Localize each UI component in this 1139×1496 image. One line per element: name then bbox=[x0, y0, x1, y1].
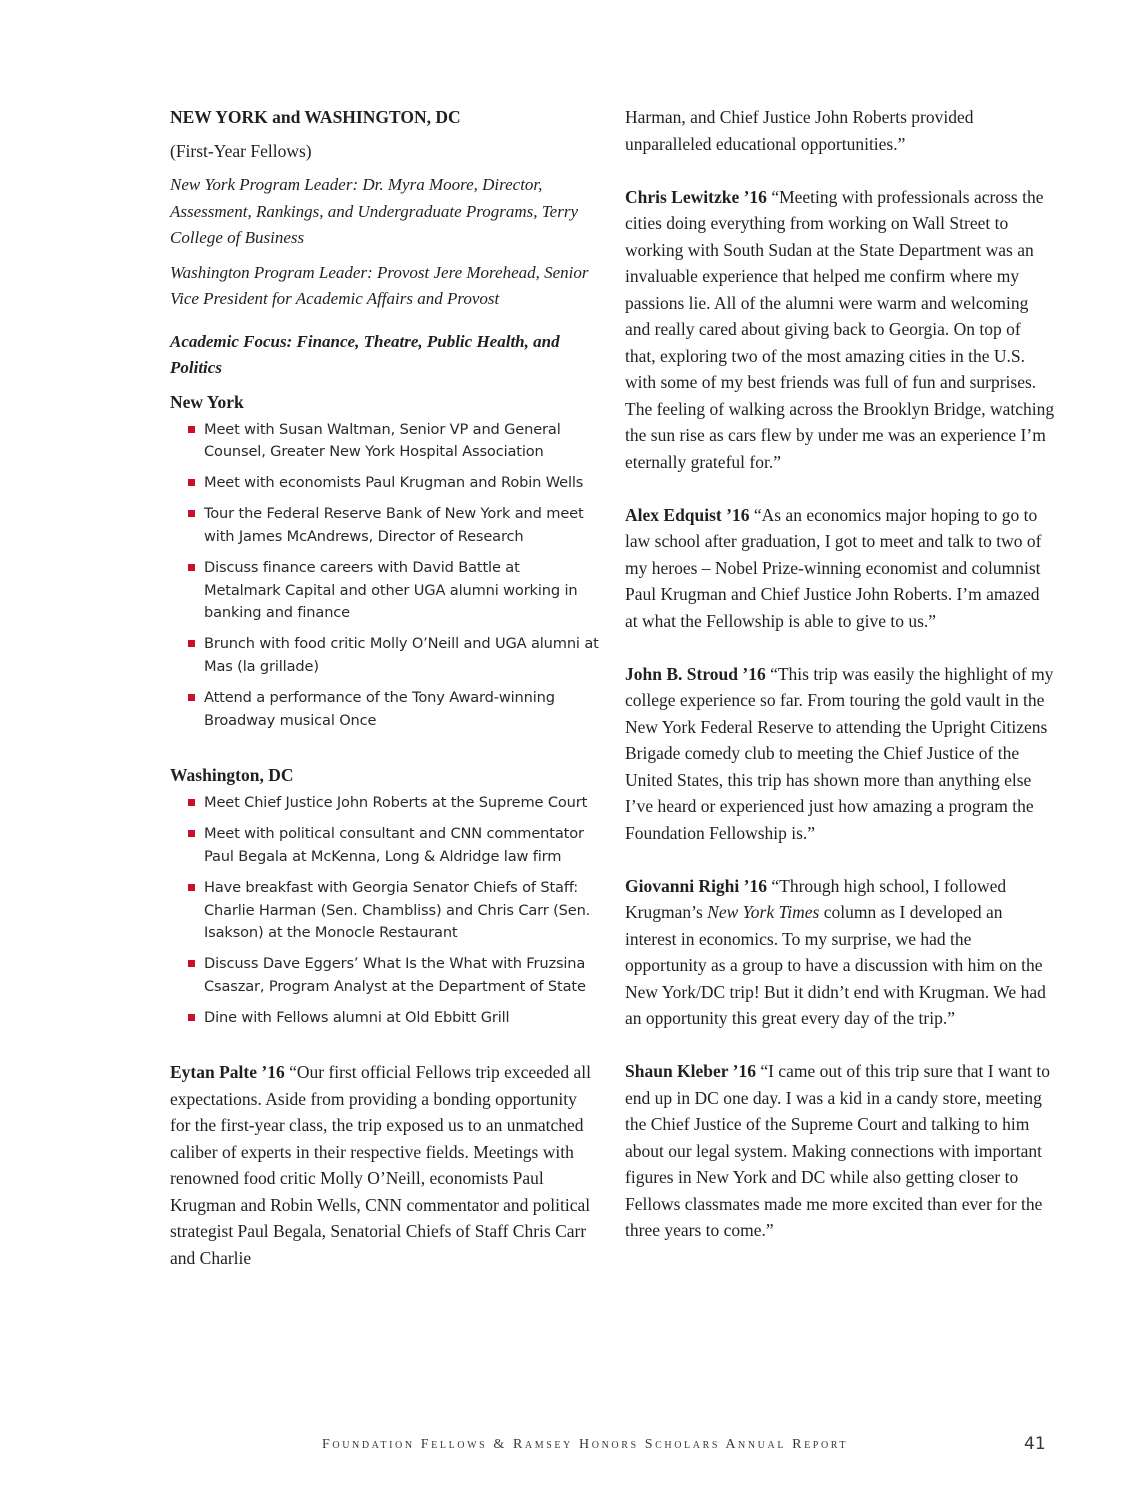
new-york-heading: New York bbox=[170, 391, 244, 412]
testimonial-text: “As an economics major hoping to go to law school after graduation, I got to meet and talk to two of my heroes – Nobel Prize-winning economist and columnist Paul Krugman and Chief Justice John Roberts. I’m amazed at what the Fellowship is able to give to us.” bbox=[625, 504, 1042, 631]
list-item: Meet Chief Justice John Roberts at the Supreme Court bbox=[188, 792, 600, 815]
testimonial-chris-lewitzke bbox=[625, 184, 1055, 476]
washington-heading: Washington, DC bbox=[170, 765, 294, 786]
testimonial-text: “Our first official Fellows trip exceeded all expectations. Aside from providing a bonding opportunity for the first-year class, the trip exposed us to an unmatched caliber of experts in their respective fields. Meetings with renowned food critic Molly O’Neill, economists Paul Krugman and Robin Wells, CNN commentator and political strategist Paul Begala, Senatorial Chiefs of Staff Chris Carr and Charlie bbox=[170, 1062, 592, 1268]
testimonial-author: Giovanni Righi ’16 bbox=[625, 875, 767, 896]
testimonial-author: John B. Stroud ’16 bbox=[625, 663, 766, 684]
list-item: Discuss Dave Eggers’ What Is the What with Fruzsina Csaszar, Program Analyst at the Department of State bbox=[188, 953, 600, 998]
list-item: Meet with Susan Waltman, Senior VP and General Counsel, Greater New York Hospital Association bbox=[188, 419, 600, 464]
list-item: Have breakfast with Georgia Senator Chiefs of Staff: Charlie Harman (Sen. Chambliss) and Chris Carr (Sen. Isakson) at the Monocle Restaurant bbox=[188, 877, 600, 945]
bullet-square-icon bbox=[188, 694, 195, 701]
testimonial-text: “Meeting with professionals across the cities doing everything from working on Wall Street to working with South Sudan at the State Department was an invaluable experience that helped me confirm where my passions lie. All of the alumni were warm and welcoming and really cared about giving back to Georgia. On top of that, exploring two of the most amazing cities in the U.S. with some of my best friends was full of fun and surprises. The feeling of walking across the Brooklyn Bridge, watching the sun rise as cars flew by under me was an experience I’m eternally grateful for.” bbox=[625, 186, 1055, 472]
list-item: Meet with political consultant and CNN commentator Paul Begala at McKenna, Long & Aldridge law firm bbox=[188, 823, 600, 868]
list-item: Attend a performance of the Tony Award-winning Broadway musical Once bbox=[188, 687, 600, 732]
testimonial-alex-edquist bbox=[625, 502, 1055, 635]
bullet-square-icon bbox=[188, 640, 195, 647]
bullet-square-icon bbox=[188, 564, 195, 571]
dc-program-leader: Washington Program Leader: Provost Jere Morehead, Senior Vice President for Academic Affairs and Provost bbox=[170, 262, 589, 308]
testimonial-john-stroud bbox=[625, 661, 1055, 847]
bullet-square-icon bbox=[188, 1014, 195, 1021]
page-number: 41 bbox=[1024, 1434, 1046, 1454]
testimonial-text: “This trip was easily the highlight of my college experience so far. From touring the gold vault in the New York Federal Reserve to attending the Upright Citizens Brigade comedy club to meeting the Chief Justice of the United States, this trip has shown more than anything else I’ve heard or experienced just how amazing a program the Foundation Fellowship is.” bbox=[625, 663, 1054, 843]
list-item: Dine with Fellows alumni at Old Ebbitt Grill bbox=[188, 1007, 600, 1030]
publication-title: New York Times bbox=[707, 902, 820, 922]
new-york-list bbox=[170, 419, 600, 733]
section-title: NEW YORK and WASHINGTON, DC bbox=[170, 107, 461, 127]
testimonial-eytan-palte bbox=[170, 1059, 600, 1271]
bullet-square-icon bbox=[188, 799, 195, 806]
bullet-square-icon bbox=[188, 960, 195, 967]
testimonial-text: “I came out of this trip sure that I want to end up in DC one day. I was a kid in a candy store, meeting the Chief Justice of the Supreme Court and talking to him about our legal system. Making connections with important figures in New York and DC while also getting closer to Fellows classmates made me more excited than ever for the three years to come.” bbox=[625, 1061, 1050, 1240]
bullet-square-icon bbox=[188, 884, 195, 891]
bullet-square-icon bbox=[188, 510, 195, 517]
list-item: Brunch with food critic Molly O’Neill and UGA alumni at Mas (la grillade) bbox=[188, 633, 600, 678]
testimonial-author: Shaun Kleber ’16 bbox=[625, 1061, 756, 1081]
testimonial-author: Eytan Palte ’16 bbox=[170, 1062, 285, 1083]
bullet-square-icon bbox=[188, 479, 195, 486]
list-item: Tour the Federal Reserve Bank of New York and meet with James McAndrews, Director of Research bbox=[188, 503, 600, 548]
testimonial-giovanni-righi: Giovanni Righi ’16 “Through high school, I followed Krugman’s New York Times column as I developed an interest in economics. To my surprise, we had the opportunity as a group to have a discussion with him on the New York/DC trip! But it didn’t end with Krugman. We had an opportunity this great every day of the trip.” bbox=[625, 875, 1046, 1028]
bullet-square-icon bbox=[188, 830, 195, 837]
testimonial-author: Chris Lewitzke ’16 bbox=[625, 186, 767, 207]
academic-focus: Academic Focus: Finance, Theatre, Public Health, and Politics bbox=[170, 331, 560, 377]
ny-program-leader: New York Program Leader: Dr. Myra Moore, Director, Assessment, Rankings, and Undergraduate Programs, Terry College of Business bbox=[170, 175, 578, 247]
testimonial-continuation: Harman, and Chief Justice John Roberts provided unparalleled educational opportunities.” bbox=[625, 107, 974, 154]
right-column bbox=[625, 104, 1055, 1270]
list-item: Discuss finance careers with David Battle at Metalmark Capital and other UGA alumni working in banking and finance bbox=[188, 557, 600, 625]
bullet-square-icon bbox=[188, 426, 195, 433]
list-item: Meet with economists Paul Krugman and Robin Wells bbox=[188, 472, 600, 495]
washington-list bbox=[170, 792, 600, 1029]
running-footer: Foundation Fellows & Ramsey Honors Scholars Annual Report bbox=[322, 1437, 849, 1452]
testimonial-shaun-kleber bbox=[625, 1058, 1055, 1244]
section-subtitle: (First-Year Fellows) bbox=[170, 141, 312, 161]
testimonial-author: Alex Edquist ’16 bbox=[625, 504, 750, 525]
left-column bbox=[170, 104, 600, 1298]
